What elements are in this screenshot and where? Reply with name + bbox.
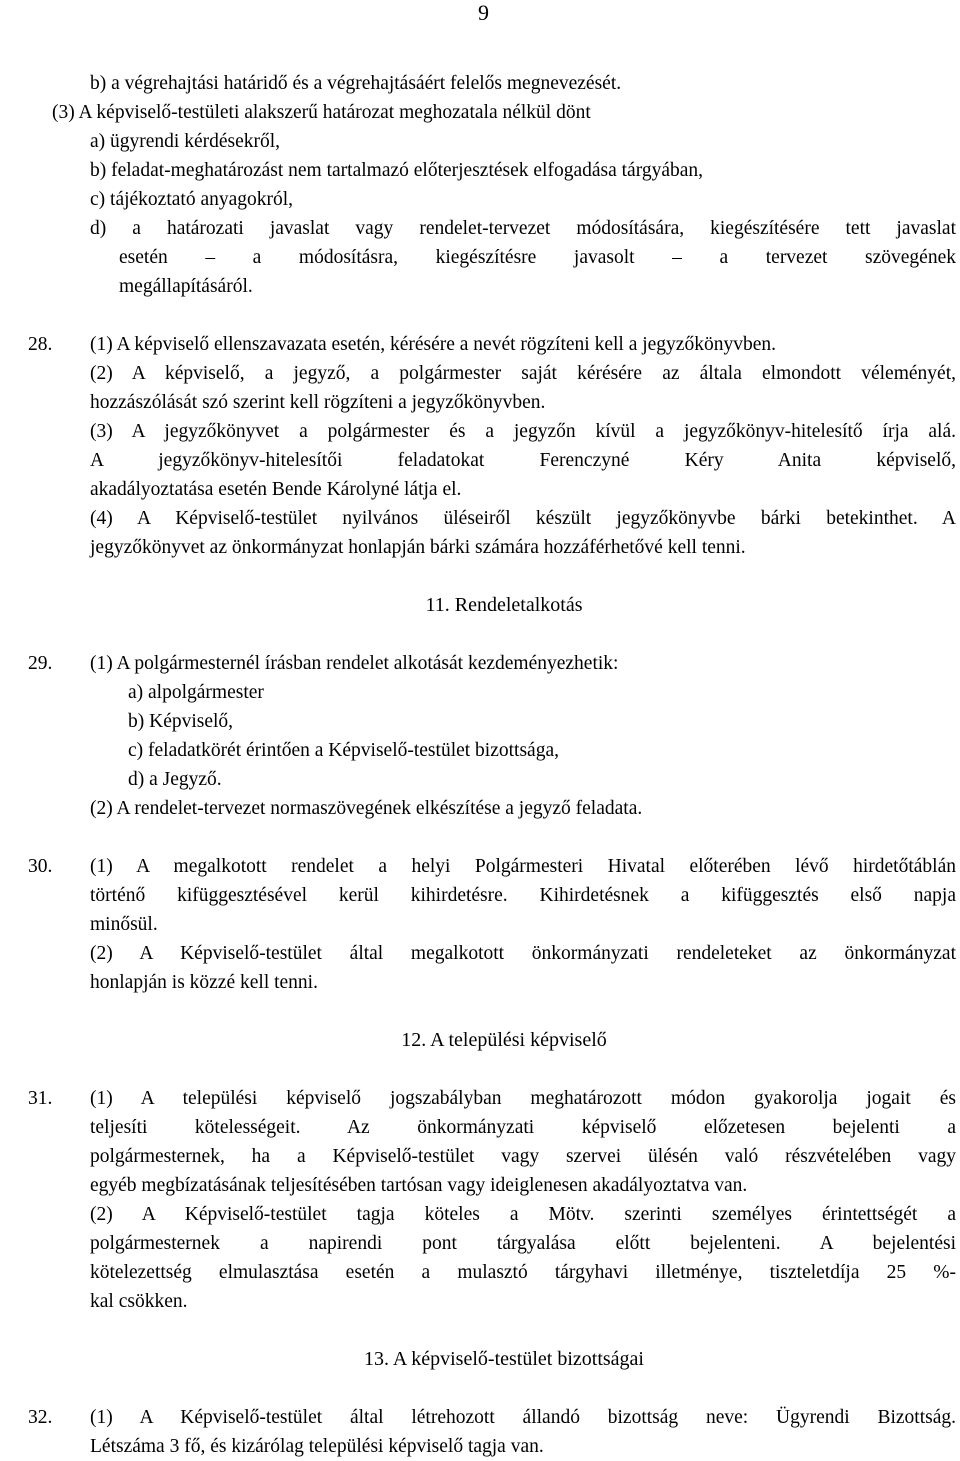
s28-p2-line1: (2) A képviselő, a jegyző, a polgármester saját kérésére az általa elmondott véleményét, [90, 363, 956, 384]
section-body [52, 649, 956, 823]
s28-p2-line2: hozzászólását szó szerint kell rögzíteni a jegyzőkönyvben. [90, 392, 546, 413]
s28-p3-line1: (3) A jegyzőkönyvet a polgármester és a jegyzőn kívül a jegyzőkönyv-hitelesítő írja alá. [90, 421, 956, 442]
paragraph-3: (3) A képviselő-testületi alakszerű határozat meghozatala nélkül dönt [52, 102, 591, 123]
section-28 [28, 330, 956, 562]
page-number: 9 [478, 0, 489, 25]
section-32 [28, 1403, 956, 1461]
s29-item-c: c) feladatkörét érintően a Képviselő-testület bizottsága, [128, 740, 559, 761]
s32-p1-line1: (1) A Képviselő-testület által létrehozott állandó bizottság neve: Ügyrendi Bizottság. [90, 1407, 956, 1428]
s28-p4-line1: (4) A Képviselő-testület nyilvános üléseiről készült jegyzőkönyvbe bárki betekinthet. A [90, 508, 956, 529]
heading-13: 13. A képviselő-testület bizottságai [364, 1348, 644, 1370]
section-number: 32. [28, 1407, 53, 1428]
heading-11: 11. Rendeletalkotás [425, 594, 583, 616]
s31-p1-line2: teljesíti kötelességeit. Az önkormányzati képviselő előzetesen bejelenti a [90, 1117, 956, 1138]
spacer [52, 562, 956, 591]
s29-p1: (1) A polgármesternél írásban rendelet alkotását kezdeményezhetik: [90, 653, 619, 674]
item-c: c) tájékoztató anyagokról, [90, 189, 294, 210]
s30-p2-line2: honlapján is közzé kell tenni. [90, 972, 318, 993]
item-a: a) ügyrendi kérdésekről, [90, 131, 281, 152]
section-number: 28. [28, 334, 53, 355]
s30-p1-line1: (1) A megalkotott rendelet a helyi Polgármesteri Hivatal előterében lévő hirdetőtáblán [90, 856, 956, 877]
item-d-line2: esetén – a módosításra, kiegészítésre javasolt – a tervezet szövegének [119, 247, 956, 268]
s31-p2-line1: (2) A Képviselő-testület tagja köteles a Mötv. szerinti személyes érintettségét a [90, 1204, 956, 1225]
item-b: b) feladat-meghatározást nem tartalmazó előterjesztések elfogadása tárgyában, [90, 160, 704, 181]
s28-p4-line2: jegyzőkönyvet az önkormányzat honlapján bárki számára hozzáférhetővé kell tenni. [90, 537, 746, 558]
section-body [52, 1084, 956, 1316]
spacer [52, 997, 956, 1026]
s29-item-a: a) alpolgármester [128, 682, 264, 703]
section-number: 31. [28, 1088, 53, 1109]
spacer [52, 301, 956, 330]
s31-p1-line4: egyéb megbízatásának teljesítésében tartósan vagy ideiglenesen akadályoztatva van. [90, 1175, 748, 1196]
s30-p1-line2: történő kifüggesztésével kerül kihirdetésre. Kihirdetésnek a kifüggesztés első napja [90, 885, 956, 906]
section-29 [28, 649, 956, 823]
section-31 [28, 1084, 956, 1316]
s31-p2-line4: kal csökken. [90, 1291, 188, 1312]
s28-p1: (1) A képviselő ellenszavazata esetén, kérésére a nevét rögzíteni kell a jegyzőkönyvben. [90, 334, 776, 355]
s30-p2-line1: (2) A Képviselő-testület által megalkotott önkormányzati rendeleteket az önkormányzat [90, 943, 956, 964]
spacer [52, 620, 956, 649]
heading-12: 12. A települési képviselő [401, 1029, 607, 1051]
s31-p2-line2: polgármesternek a napirendi pont tárgyalása előtt bejelenteni. A bejelentési [90, 1233, 956, 1254]
section-number: 29. [28, 653, 53, 674]
spacer [52, 1316, 956, 1345]
s32-p1-line2: Létszáma 3 fő, és kizárólag települési képviselő tagja van. [90, 1436, 544, 1457]
document-body [28, 69, 956, 1461]
s28-p3-line2: A jegyzőkönyv-hitelesítői feladatokat Ferenczyné Kéry Anita képviselő, [90, 450, 956, 471]
s30-p1-line3: minősül. [90, 914, 158, 935]
section-body [52, 852, 956, 997]
section-body [52, 330, 956, 562]
spacer [52, 823, 956, 852]
item-d-continued [52, 243, 956, 301]
section-30 [28, 852, 956, 997]
s29-item-b: b) Képviselő, [128, 711, 234, 732]
s28-p3-line3: akadályoztatása esetén Bende Károlyné látja el. [90, 479, 462, 500]
item-d-line1: d) a határozati javaslat vagy rendelet-tervezet módosítására, kiegészítésére tett javaslat [90, 218, 956, 239]
s31-p1-line1: (1) A települési képviselő jogszabályban meghatározott módon gyakorolja jogait és [90, 1088, 956, 1109]
item-d-line3: megállapításáról. [119, 276, 253, 297]
s31-p2-line3: kötelezettség elmulasztása esetén a mulasztó tárgyhavi illetménye, tiszteletdíja 25 %- [90, 1262, 956, 1283]
s31-p1-line3: polgármesternek, ha a Képviselő-testület vagy szervei ülésén való részvételében vagy [90, 1146, 956, 1167]
clause-b-line: b) a végrehajtási határidő és a végrehajtásáért felelős megnevezését. [90, 73, 622, 94]
section-number: 30. [28, 856, 53, 877]
spacer [52, 1374, 956, 1403]
s29-item-d: d) a Jegyző. [128, 769, 222, 790]
section-body [52, 1403, 956, 1461]
spacer [52, 1055, 956, 1084]
s29-p2: (2) A rendelet-tervezet normaszövegének elkészítése a jegyző feladata. [90, 798, 643, 819]
